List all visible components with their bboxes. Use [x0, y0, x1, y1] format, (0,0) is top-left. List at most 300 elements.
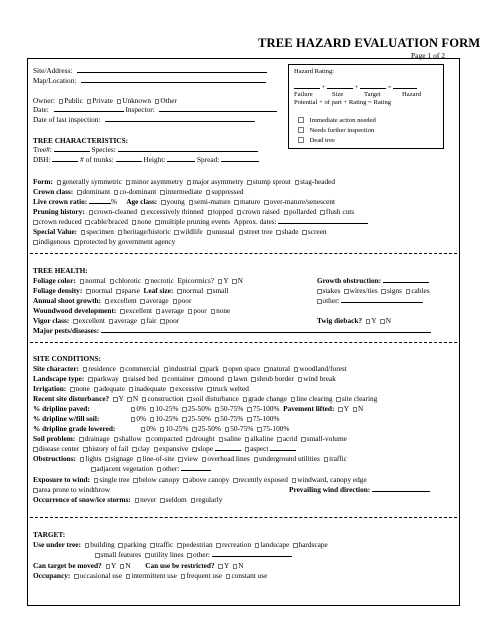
checkbox[interactable]	[189, 200, 194, 205]
checkbox[interactable]	[94, 478, 99, 483]
checkbox[interactable]	[95, 553, 100, 558]
pruning-option: multiple pruning events	[160, 217, 231, 226]
checkbox[interactable]	[257, 427, 262, 432]
checkbox[interactable]	[247, 407, 252, 412]
obstruction-option: wires/ties	[349, 286, 378, 295]
map-location-row	[33, 76, 266, 85]
hazard-labels-row	[294, 91, 421, 99]
pests-field[interactable]	[101, 326, 431, 333]
tree-health-heading: TREE HEALTH:	[33, 266, 88, 275]
site-address-label: Site/Address:	[33, 66, 73, 75]
checkbox[interactable]	[131, 407, 136, 412]
no-option: N	[237, 276, 243, 285]
checkbox[interactable]	[126, 180, 131, 185]
obstruction-option: lights	[85, 454, 102, 463]
growth-obstruction-field[interactable]	[383, 276, 429, 283]
aspect-label: aspect	[250, 444, 269, 453]
checkbox[interactable]	[80, 457, 85, 462]
target-field[interactable]	[360, 82, 386, 89]
checkbox[interactable]	[178, 457, 183, 462]
checkbox[interactable]	[170, 387, 175, 392]
vigor-class-label: Vigor class:	[33, 316, 70, 325]
checkbox[interactable]	[79, 437, 84, 442]
checkbox[interactable]	[237, 210, 242, 215]
checkbox[interactable]	[276, 230, 281, 235]
checkbox[interactable]	[215, 417, 220, 422]
checkbox[interactable]	[89, 210, 94, 215]
foliage-color-label: Foliage color:	[33, 276, 76, 285]
target-heading: TARGET:	[33, 530, 66, 539]
checkbox[interactable]	[302, 230, 307, 235]
irrigation-label: Irrigation:	[33, 384, 67, 393]
no-option: N	[385, 316, 392, 325]
checkbox[interactable]	[88, 377, 93, 382]
approx-dates-field[interactable]	[278, 217, 368, 224]
checkbox[interactable]	[336, 397, 341, 402]
other-label: other:	[322, 296, 340, 305]
checkbox[interactable]	[183, 478, 188, 483]
wound-option: average	[161, 306, 185, 315]
last-inspection-row	[33, 115, 255, 124]
density-option: normal	[91, 286, 113, 295]
wind-exposure-label: Exposure to wind:	[33, 475, 91, 484]
checkbox[interactable]	[156, 309, 161, 314]
density-option: sparse	[121, 286, 140, 295]
checkbox[interactable]	[160, 319, 165, 324]
checkbox[interactable]	[74, 574, 79, 579]
landscape-option: parkway	[93, 374, 119, 383]
checkbox[interactable]	[182, 407, 187, 412]
checkbox[interactable]	[114, 437, 119, 442]
checkbox[interactable]	[150, 417, 155, 422]
foliage-density-label: Foliage density:	[33, 286, 83, 295]
checkbox[interactable]	[123, 377, 128, 382]
checkbox[interactable]	[116, 289, 121, 294]
checkbox[interactable]	[177, 289, 182, 294]
crown-option: suppressed	[211, 187, 244, 196]
dead-tree-checkbox[interactable]	[298, 137, 304, 143]
checkbox[interactable]	[77, 190, 82, 195]
pruning-option: crown-cleaned	[94, 207, 137, 216]
checkbox[interactable]	[206, 190, 211, 195]
checkbox[interactable]	[162, 377, 167, 382]
checkbox[interactable]	[145, 279, 150, 284]
checkbox[interactable]	[187, 397, 192, 402]
checkbox[interactable]	[207, 289, 212, 294]
prevailing-wind-field[interactable]	[372, 485, 430, 492]
checkbox[interactable]	[207, 230, 212, 235]
shoot-option: average	[145, 296, 169, 305]
owner-other-checkbox[interactable]	[155, 99, 160, 104]
checkbox[interactable]	[317, 289, 322, 294]
owner-option: Unknown	[122, 96, 151, 105]
checkbox[interactable]	[234, 200, 239, 205]
checkbox[interactable]	[83, 447, 88, 452]
checkbox[interactable]	[91, 467, 96, 472]
checkbox[interactable]	[320, 210, 325, 215]
growth-obstruction-row	[317, 276, 429, 285]
inspector-label: Inspector:	[125, 105, 155, 114]
checkbox[interactable]	[291, 397, 296, 402]
checkbox[interactable]	[133, 478, 138, 483]
irrigation-row	[33, 384, 249, 393]
use-option: hardscape	[298, 540, 328, 549]
dripline-paved-label: % dripline paved:	[33, 404, 90, 413]
checkbox[interactable]	[173, 299, 178, 304]
soil-option: history of fail	[88, 444, 129, 453]
owner-private-checkbox[interactable]	[87, 99, 92, 104]
checkbox[interactable]	[160, 190, 165, 195]
checkbox[interactable]	[113, 397, 118, 402]
pct-option: 25-50%	[187, 404, 211, 413]
checkbox[interactable]	[85, 220, 90, 225]
hazard-field[interactable]	[393, 82, 417, 89]
owner-option: Public	[64, 96, 83, 105]
checkbox[interactable]	[120, 564, 125, 569]
checkbox[interactable]	[188, 309, 193, 314]
checkbox[interactable]	[33, 220, 38, 225]
pct-option: 75-100%	[252, 414, 280, 423]
page-number: Page 1 of 2	[411, 51, 445, 60]
hazard-potential-row: Potential + of part + Rating = Rating	[294, 99, 392, 106]
checkbox[interactable]	[187, 180, 192, 185]
further-checkbox[interactable]	[298, 127, 304, 133]
wind-option: below canopy	[138, 475, 180, 484]
pct-option: 0%	[146, 424, 157, 433]
checkbox[interactable]	[140, 299, 145, 304]
map-location-label: Map/Location:	[33, 76, 77, 85]
snow-option: never	[140, 495, 157, 504]
pruning-option: pollarded	[289, 207, 317, 216]
checkbox[interactable]	[120, 367, 125, 372]
use-under-tree-row-2	[95, 550, 292, 559]
trunks-label: # of trunks:	[80, 155, 114, 164]
checkbox[interactable]	[57, 180, 62, 185]
pct-option: 25-50%	[187, 414, 211, 423]
spread-field[interactable]	[221, 155, 259, 162]
soil-option: alkaline	[250, 434, 274, 443]
checkbox[interactable]	[141, 319, 146, 324]
checkbox[interactable]	[109, 319, 114, 324]
checkbox[interactable]	[301, 437, 306, 442]
checkbox[interactable]	[155, 220, 160, 225]
dripline-fill-row	[33, 414, 279, 423]
obstruction-other-field[interactable]	[341, 296, 423, 303]
soil-problem-row-2	[33, 444, 296, 453]
checkbox[interactable]	[161, 200, 166, 205]
checkbox[interactable]	[132, 447, 137, 452]
checkbox[interactable]	[255, 543, 260, 548]
special-option: wildlife	[179, 227, 203, 236]
landscape-option: shrub border	[256, 374, 294, 383]
checkbox[interactable]	[106, 564, 111, 569]
yes-option: Y	[343, 404, 349, 413]
disturbance-option: grade change	[248, 394, 287, 403]
checkbox[interactable]	[94, 387, 99, 392]
crown-class-label: Crown class:	[33, 187, 74, 196]
checkbox[interactable]	[218, 279, 223, 284]
snow-option: regularly	[196, 495, 223, 504]
checkbox[interactable]	[211, 309, 216, 314]
checkbox[interactable]	[181, 574, 186, 579]
checkbox[interactable]	[164, 367, 169, 372]
checkbox[interactable]	[200, 367, 205, 372]
checkbox[interactable]	[284, 210, 289, 215]
irrigation-option: none	[75, 384, 90, 393]
pruning-option: crown raised	[242, 207, 280, 216]
checkbox[interactable]	[216, 543, 221, 548]
checkbox[interactable]	[215, 407, 220, 412]
pct-option: 50-75%	[230, 424, 254, 433]
checkbox[interactable]	[264, 200, 269, 205]
checkbox[interactable]	[33, 447, 38, 452]
checkbox[interactable]	[192, 447, 197, 452]
checkbox[interactable]	[132, 220, 137, 225]
checkbox[interactable]	[131, 417, 136, 422]
trunks-field[interactable]	[116, 155, 142, 162]
age-option: semi-mature	[194, 197, 231, 206]
checkbox[interactable]	[243, 397, 248, 402]
obstruction-option: cables	[411, 286, 430, 295]
site-address-field[interactable]	[77, 66, 267, 73]
checkbox[interactable]	[142, 397, 147, 402]
checkbox[interactable]	[182, 417, 187, 422]
site-conditions-heading: SITE CONDITIONS:	[33, 354, 101, 363]
checkbox[interactable]	[118, 543, 123, 548]
checkbox[interactable]	[70, 387, 75, 392]
last-inspection-field[interactable]	[105, 115, 255, 122]
recent-disturbance-label: Recent site disturbance?	[33, 394, 110, 403]
checkbox[interactable]	[247, 180, 252, 185]
checkbox[interactable]	[114, 190, 119, 195]
pct-option: 10-25%	[165, 424, 189, 433]
checkbox[interactable]	[160, 427, 165, 432]
twig-dieback-row	[317, 316, 391, 325]
pruning-history-row-2	[33, 217, 368, 226]
checkbox[interactable]	[146, 437, 151, 442]
special-value-row-2	[33, 237, 175, 246]
checkbox[interactable]	[145, 553, 150, 558]
tree-number-field[interactable]	[54, 145, 90, 152]
leaf-option: normal	[182, 286, 204, 295]
checkbox[interactable]	[160, 498, 165, 503]
height-label: Height:	[143, 155, 166, 164]
wind-option: area prone to windthrow	[38, 485, 111, 494]
checkbox[interactable]	[245, 437, 250, 442]
landscape-option: container	[167, 374, 195, 383]
checkbox[interactable]	[74, 240, 79, 245]
checkbox[interactable]	[126, 574, 131, 579]
special-option: specimen	[86, 227, 114, 236]
checkbox[interactable]	[135, 498, 140, 503]
checkbox[interactable]	[380, 319, 385, 324]
dbh-field[interactable]	[52, 155, 78, 162]
checkbox[interactable]	[198, 377, 203, 382]
shoot-growth-row	[33, 296, 191, 305]
checkbox[interactable]	[251, 377, 256, 382]
checkbox[interactable]	[73, 319, 78, 324]
checkbox[interactable]	[154, 447, 159, 452]
checkbox[interactable]	[137, 457, 142, 462]
map-location-field[interactable]	[81, 76, 266, 83]
action-immediate	[298, 117, 376, 125]
tree-species-row	[33, 145, 258, 154]
failure-field[interactable]	[294, 82, 320, 89]
equals-sign: =	[387, 84, 392, 91]
woundwood-row	[33, 306, 230, 315]
checkbox[interactable]	[120, 309, 125, 314]
checkbox[interactable]	[247, 417, 252, 422]
checkbox[interactable]	[223, 367, 228, 372]
special-option: heritage/historic	[123, 227, 171, 236]
checkbox[interactable]	[85, 543, 90, 548]
checkbox[interactable]	[187, 553, 192, 558]
checkbox[interactable]	[228, 377, 233, 382]
checkbox[interactable]	[174, 230, 179, 235]
tree-number-label: Tree#:	[33, 145, 52, 154]
soil-option: expansive	[159, 444, 189, 453]
character-option: natural	[269, 364, 291, 373]
checkbox[interactable]	[129, 387, 134, 392]
target-label: Target	[364, 91, 381, 98]
yes-option: Y	[223, 276, 229, 285]
pruning-history-row	[33, 207, 354, 216]
checkbox[interactable]	[202, 457, 207, 462]
checkbox[interactable]	[186, 437, 191, 442]
obstruction-option: underground utilities	[259, 454, 320, 463]
checkbox[interactable]	[293, 543, 298, 548]
obstruction-other-field[interactable]	[181, 464, 211, 471]
checkbox[interactable]	[127, 397, 132, 402]
owner-label: Owner:	[33, 96, 55, 105]
vigor-option: poor	[165, 316, 180, 325]
snow-option: seldom	[165, 495, 187, 504]
checkbox[interactable]	[207, 387, 212, 392]
use-other-field[interactable]	[212, 550, 292, 557]
checkbox[interactable]	[118, 230, 123, 235]
soil-option: clay	[137, 444, 150, 453]
checkbox[interactable]	[317, 299, 322, 304]
checkbox[interactable]	[344, 289, 349, 294]
size-field[interactable]	[327, 82, 353, 89]
checkbox[interactable]	[338, 407, 343, 412]
checkbox[interactable]	[157, 467, 162, 472]
checkbox[interactable]	[233, 478, 238, 483]
obstruction-option: signage	[110, 454, 134, 463]
immediate-checkbox[interactable]	[298, 117, 304, 123]
obstructions-label: Obstructions:	[33, 454, 76, 463]
use-option: landscape	[260, 540, 290, 549]
checkbox[interactable]	[225, 427, 230, 432]
checkbox[interactable]	[219, 437, 224, 442]
use-option: other:	[192, 550, 210, 559]
checkbox[interactable]	[105, 457, 110, 462]
owner-public-checkbox[interactable]	[59, 99, 64, 104]
dbh-row	[33, 155, 259, 164]
checkbox[interactable]	[292, 478, 297, 483]
checkbox[interactable]	[277, 437, 282, 442]
character-option: commercial	[125, 364, 160, 373]
date-field[interactable]	[54, 105, 124, 112]
checkbox[interactable]	[150, 407, 155, 412]
section-divider	[30, 342, 457, 343]
checkbox[interactable]	[353, 407, 358, 412]
checkbox[interactable]	[254, 457, 259, 462]
date-label: Date:	[33, 105, 49, 114]
checkbox[interactable]	[110, 279, 115, 284]
checkbox[interactable]	[245, 447, 250, 452]
yes-option: Y	[223, 561, 229, 570]
checkbox[interactable]	[226, 574, 231, 579]
species-field[interactable]	[118, 145, 258, 152]
crown-option: dominant	[82, 187, 111, 196]
checkbox[interactable]	[81, 230, 86, 235]
pruning-option: cable/braced	[90, 217, 128, 226]
checkbox[interactable]	[232, 279, 237, 284]
checkbox[interactable]	[366, 319, 371, 324]
checkbox[interactable]	[177, 543, 182, 548]
ratio-unit: %	[111, 197, 118, 206]
action-label: Needs further inspection	[309, 127, 375, 134]
use-option: pedestrian	[182, 540, 213, 549]
ratio-field[interactable]	[89, 197, 111, 204]
checkbox[interactable]	[294, 367, 299, 372]
dripline-graded-row	[33, 424, 289, 433]
obstruction-option: adjacent vegetation	[96, 464, 154, 473]
checkbox[interactable]	[218, 564, 223, 569]
foliage-color-option: chlorotic	[115, 276, 142, 285]
slope-field[interactable]	[215, 444, 241, 451]
checkbox[interactable]	[298, 377, 303, 382]
use-option: building	[90, 540, 115, 549]
aspect-field[interactable]	[270, 444, 296, 451]
checkbox[interactable]	[86, 289, 91, 294]
checkbox[interactable]	[406, 289, 411, 294]
checkbox[interactable]	[80, 279, 85, 284]
checkbox[interactable]	[150, 543, 155, 548]
irrigation-option: adequate	[99, 384, 126, 393]
character-option: open space	[228, 364, 261, 373]
pct-option: 0%	[136, 404, 147, 413]
growth-obstruction-label: Growth obstruction:	[317, 276, 382, 285]
special-option: unusual	[212, 227, 235, 236]
checkbox[interactable]	[33, 488, 38, 493]
checkbox[interactable]	[381, 289, 386, 294]
checkbox[interactable]	[264, 367, 269, 372]
checkbox[interactable]	[192, 427, 197, 432]
height-field[interactable]	[167, 155, 195, 162]
checkbox[interactable]	[83, 367, 88, 372]
ratio-label: Live crown ratio:	[33, 197, 88, 206]
obstruction-option: overhead lines	[207, 454, 250, 463]
checkbox[interactable]	[233, 564, 238, 569]
leaf-option: small	[212, 286, 229, 295]
inspector-field[interactable]	[159, 105, 277, 112]
checkbox[interactable]	[239, 230, 244, 235]
obstruction-option: view	[183, 454, 199, 463]
checkbox[interactable]	[324, 457, 329, 462]
checkbox[interactable]	[105, 299, 110, 304]
checkbox[interactable]	[33, 240, 38, 245]
soil-option: shallow	[119, 434, 142, 443]
checkbox[interactable]	[295, 180, 300, 185]
owner-unknown-checkbox[interactable]	[117, 99, 122, 104]
checkbox[interactable]	[141, 210, 146, 215]
special-option: street tree	[244, 227, 273, 236]
checkbox[interactable]	[208, 210, 213, 215]
checkbox[interactable]	[191, 498, 196, 503]
checkbox[interactable]	[141, 427, 146, 432]
